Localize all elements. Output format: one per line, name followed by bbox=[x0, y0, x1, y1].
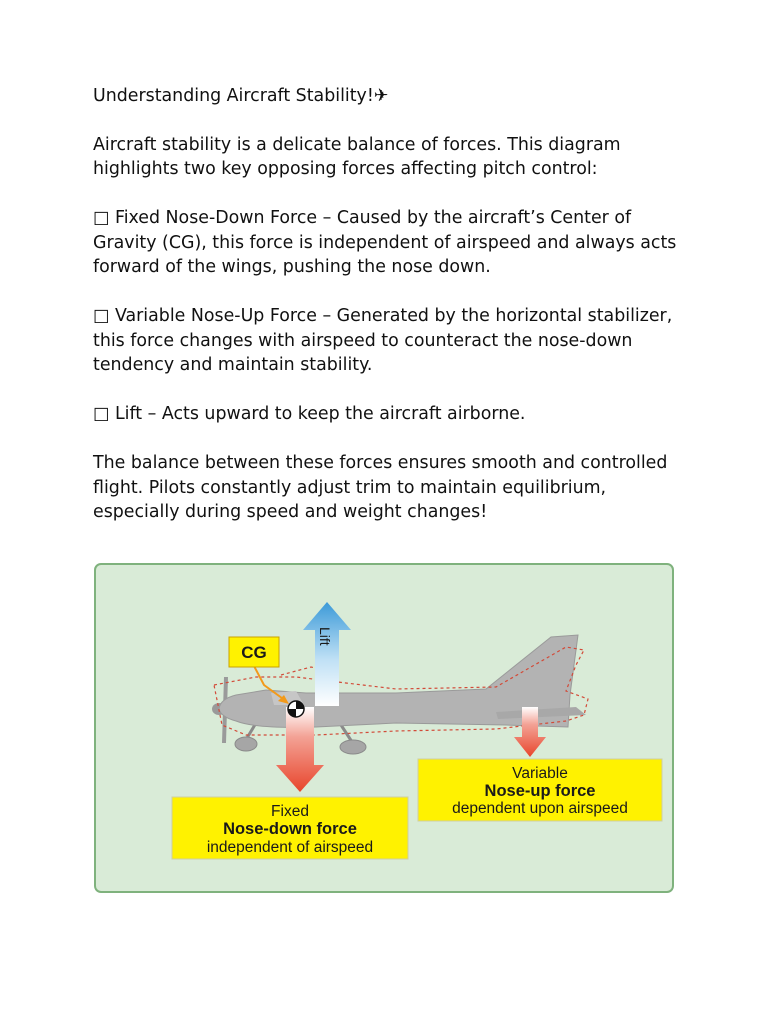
fixed-force-paragraph: □ Fixed Nose-Down Force – Caused by the aircraft’s Center of Gravity (CG), this force is independent of airspeed and always acts forward of the wings, pushing the nose down. bbox=[93, 208, 677, 277]
cg-callout bbox=[229, 637, 279, 667]
post-text bbox=[93, 84, 683, 549]
conclusion-paragraph: The balance between these forces ensures smooth and controlled flight. Pilots constantly adjust trim to maintain equilibrium, especially during speed and weight changes! bbox=[93, 453, 668, 522]
variable-line3: dependent upon airspeed bbox=[452, 800, 628, 817]
variable-line1: Variable bbox=[512, 765, 568, 782]
intro-paragraph: Aircraft stability is a delicate balance of forces. This diagram highlights two key opposing forces affecting pitch control: bbox=[93, 134, 621, 179]
variable-line2: Nose-up force bbox=[484, 782, 596, 800]
variable-force-paragraph: □ Variable Nose-Up Force – Generated by the horizontal stabilizer, this force changes with airspeed to counteract the nose-down tendency and maintain stability. bbox=[93, 306, 673, 375]
lift-paragraph: □ Lift – Acts upward to keep the aircraft airborne. bbox=[93, 404, 526, 424]
cg-symbol bbox=[288, 701, 304, 717]
stability-diagram bbox=[94, 563, 674, 893]
variable-force-callout bbox=[418, 759, 662, 821]
lift-arrow bbox=[303, 602, 351, 706]
fixed-line1: Fixed bbox=[271, 803, 309, 820]
fixed-line3: independent of airspeed bbox=[206, 839, 374, 856]
fixed-force-callout bbox=[172, 797, 408, 859]
cg-label: CG bbox=[241, 643, 267, 662]
lift-label: Lift bbox=[317, 627, 333, 646]
diagram-canvas bbox=[96, 565, 676, 895]
post-title: Understanding Aircraft Stability!✈ bbox=[93, 86, 389, 106]
fixed-line2: Nose-down force bbox=[223, 820, 357, 838]
